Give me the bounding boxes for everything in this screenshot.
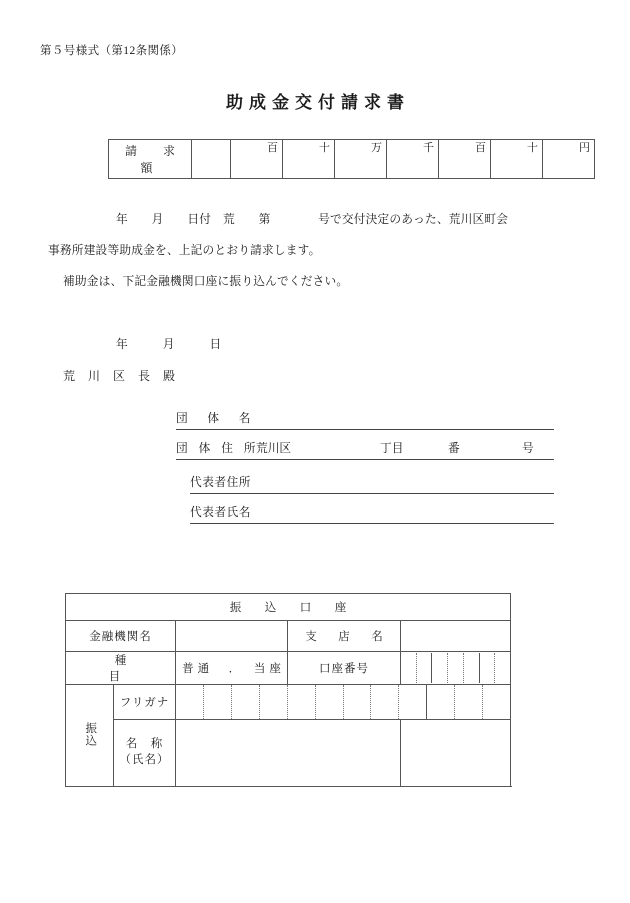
body-line-decision: 年 月 日付 荒 第 号で交付決定のあった、荒川区町会 (116, 213, 509, 226)
rep-name-label: 代表者氏名 (190, 506, 251, 519)
furigana-boxes[interactable] (176, 685, 511, 720)
amount-table-row (109, 140, 595, 179)
furigana-box[interactable] (232, 685, 260, 719)
rep-name-row[interactable] (190, 498, 554, 524)
furigana-strip (176, 685, 510, 719)
bank-name-label: 金融機関名 (66, 621, 176, 652)
amount-place-hyaku[interactable]: 百 (439, 140, 491, 179)
account-type-row (66, 652, 511, 685)
account-name-label-line1: 名 称 (125, 738, 164, 751)
furigana-box[interactable] (176, 685, 204, 719)
group-name-label: 団 体 名 (176, 412, 255, 425)
bank-table-header: 振 込 口 座 (66, 594, 511, 621)
branch-name-label: 支 店 名 (288, 621, 401, 652)
furigana-box[interactable] (455, 685, 483, 719)
furigana-box[interactable] (316, 685, 344, 719)
account-number-strip (401, 653, 510, 683)
furigana-box[interactable] (399, 685, 427, 719)
furigana-label: フリガナ (114, 685, 176, 720)
page-title: 助成金交付請求書 (226, 93, 410, 112)
account-number-box[interactable] (432, 653, 448, 683)
bank-transfer-table (65, 593, 511, 787)
amount-label: 請 求 額 (109, 140, 192, 179)
group-address-ward: 荒川区 (256, 442, 292, 455)
body-line-transfer-note: 補助金は、下記金融機関口座に振り込んでください。 (63, 275, 349, 288)
address-unit-go: 号 (522, 442, 534, 455)
amount-place-juu-man[interactable]: 十 (283, 140, 335, 179)
account-number-box[interactable] (401, 653, 417, 683)
amount-place-hyaku-man[interactable]: 百 (231, 140, 283, 179)
account-number-label: 口座番号 (288, 652, 401, 685)
account-name-label (114, 720, 176, 787)
bank-table-header-row (66, 594, 511, 621)
furigana-row (66, 685, 511, 720)
account-number-box[interactable] (464, 653, 480, 683)
account-name-value[interactable] (176, 720, 401, 787)
account-type-label: 種 目 (66, 652, 176, 685)
rep-address-row[interactable] (190, 468, 554, 494)
address-unit-chome: 丁目 (380, 442, 404, 455)
furigana-box[interactable] (371, 685, 399, 719)
furigana-box[interactable] (344, 685, 372, 719)
account-number-boxes[interactable] (401, 652, 511, 685)
address-unit-ban: 番 (448, 442, 460, 455)
furigana-box[interactable] (260, 685, 288, 719)
transfer-label-cell (66, 685, 114, 787)
amount-place-juu[interactable]: 十 (491, 140, 543, 179)
account-number-box[interactable] (495, 653, 510, 683)
addressee-line: 荒 川 区 長 殿 (63, 369, 181, 383)
group-address-row[interactable] (176, 434, 554, 460)
account-name-value-extra[interactable] (401, 720, 511, 787)
bank-name-row (66, 621, 511, 652)
branch-name-value[interactable] (401, 621, 511, 652)
form-number: 第５号様式（第12条関係） (40, 45, 184, 57)
account-type-value[interactable]: 普通 ． 当座 (176, 652, 288, 685)
rep-address-label: 代表者住所 (190, 476, 251, 489)
furigana-box[interactable] (288, 685, 316, 719)
group-name-row[interactable] (176, 404, 554, 430)
furigana-box[interactable] (204, 685, 232, 719)
account-number-box[interactable] (480, 653, 496, 683)
account-name-label-line2: （氏名） (119, 754, 170, 766)
amount-place-man[interactable]: 万 (335, 140, 387, 179)
furigana-box[interactable] (483, 685, 510, 719)
group-address-label: 団 体 住 所 (176, 442, 260, 455)
bank-name-value[interactable] (176, 621, 288, 652)
submission-date-line[interactable]: 年 月 日 (116, 338, 222, 351)
account-number-box[interactable] (417, 653, 433, 683)
furigana-box[interactable] (427, 685, 455, 719)
account-number-box[interactable] (448, 653, 464, 683)
account-name-row (66, 720, 511, 787)
amount-place-sen[interactable]: 千 (387, 140, 439, 179)
transfer-label: 振込 (84, 721, 97, 747)
body-line-request: 事務所建設等助成金を、上記のとおり請求します。 (48, 244, 321, 257)
amount-table (108, 139, 595, 179)
amount-place-en[interactable]: 円 (543, 140, 595, 179)
